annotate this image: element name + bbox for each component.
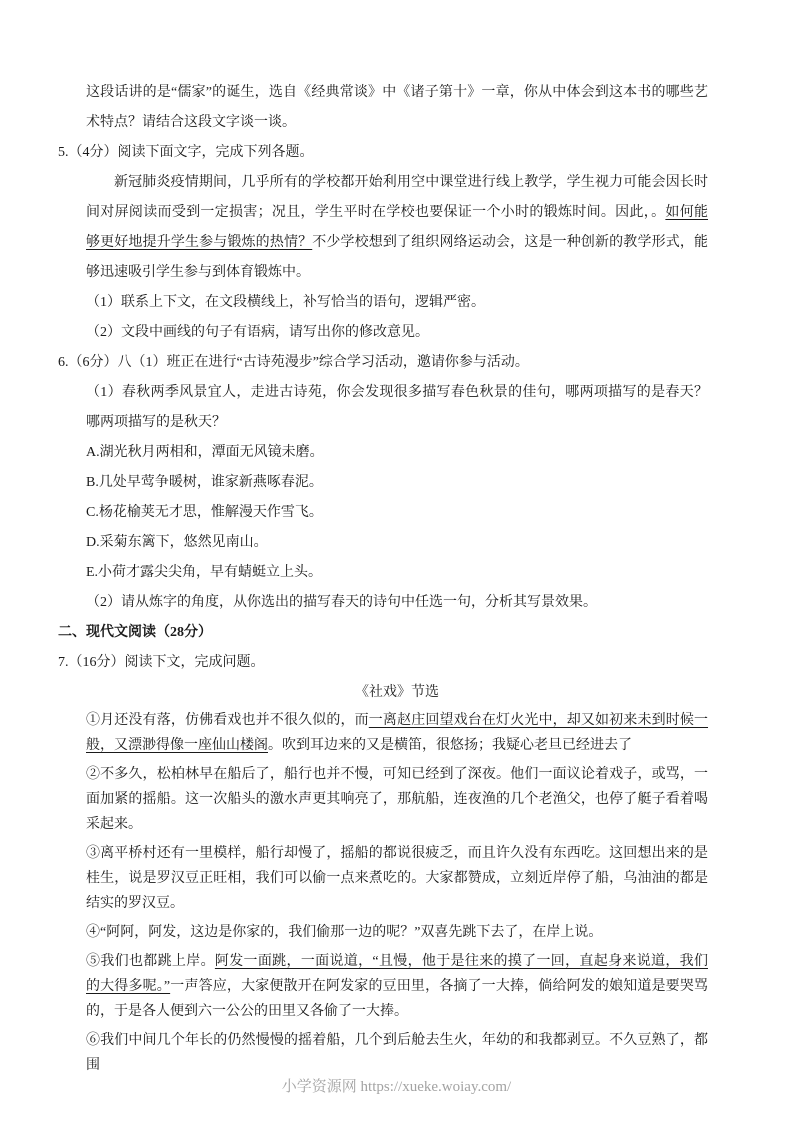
essay-paragraph-1-text-after: 。吹到耳边来的又是横笛，很悠扬；我疑心老旦已经进去了	[268, 738, 632, 753]
question-6-option-b: B.几处早莺争暖树，谁家新燕啄春泥。	[86, 475, 323, 490]
essay-paragraph-4: ④“阿阿，阿发，这边是你家的，我们偷那一边的呢？”双喜先跳下去了，在岸上说。	[86, 925, 603, 940]
section-2-heading: 二、现代文阅读（28分）	[58, 625, 212, 640]
essay-paragraph-2: ②不多久，松柏林早在船后了，船行也并不慢，可知已经到了深夜。他们一面议论着戏子，或骂，一面加紧的摇船。这一次船头的激水声更其响亮了，那航船，连夜渔的几个老渔父，也停了艇子看着喝采起来。	[86, 767, 708, 832]
essay-paragraph-5-text-before: ⑤我们也都跳上岸。	[86, 954, 215, 969]
essay-title: 《社戏》节选	[355, 685, 439, 700]
essay-paragraph-5	[86, 949, 708, 1024]
question-5-passage-text-after: 不少学校想到了组织网络运动会，这是一种创新的教学形式，能够迅速吸引学生参与到体育锻炼中。	[86, 235, 709, 280]
essay-paragraph-1-text-before: ①月还没有落，仿佛看戏也并不很久似的，而	[86, 713, 369, 728]
essay-paragraph-1	[86, 708, 708, 758]
essay-paragraph-6: ⑥我们中间几个年长的仍然慢慢的摇着船，几个到后舱去生火，年幼的和我都剥豆。不久豆熟了，都围	[86, 1033, 708, 1073]
essay-paragraph-1-underlined: 一离赵庄回望戏台在灯火光中，却又如初来未到时候一般，又漂渺得像一座仙山楼阁	[86, 713, 709, 753]
page-footer	[0, 1075, 793, 1096]
question-7-header: 7.（16分）阅读下文，完成问题。	[58, 655, 265, 670]
question-6-part-2: （2）请从炼字的角度，从你选出的描写春天的诗句中任选一句，分析其写景效果。	[86, 595, 597, 610]
essay-paragraph-5-underlined: 阿发一面跳，一面说道，“且慢，他于是往来的摸了一回，直起身来说道，我们的大得多呢。”	[86, 954, 708, 994]
question-5-passage-underlined-sentence: 如何能够更好地提升学生参与锻炼的热情？	[86, 205, 709, 250]
footer-site-name: 小学资源网	[281, 1079, 357, 1095]
question-6-part-1: （1）春秋两季风景宜人，走进古诗苑，你会发现很多描写春色秋景的佳句，哪两项描写的是春天？哪两项描写的是秋天？	[86, 385, 708, 430]
essay-body	[86, 708, 708, 1078]
question-6-option-c: C.杨花榆荚无才思，惟解漫天作雪飞。	[86, 505, 323, 520]
essay-paragraph-5-text-after: 一声答应，大家便散开在阿发家的豆田里，各摘了一大捧，倘给阿发的娘知道是要哭骂的，于是各人便到六一公公的田里又各偷了一大捧。	[86, 979, 708, 1019]
question-6-header: 6.（6分）八（1）班正在进行“古诗苑漫步”综合学习活动，邀请你参与活动。	[58, 355, 529, 370]
question-6-option-d: D.采菊东篱下，悠然见南山。	[86, 535, 268, 550]
question-5-passage	[86, 168, 708, 288]
question-6-option-e: E.小荷才露尖尖角，早有蜻蜓立上头。	[86, 565, 323, 580]
essay-paragraph-3: ③离平桥村还有一里模样，船行却慢了，摇船的都说很疲乏，而且许久没有东西吃。这回想出来的是桂生，说是罗汉豆正旺相，我们可以偷一点来煮吃的。大家都赞成，立刻近岸停了船，乌油油的都是结实的罗汉豆。	[86, 846, 708, 911]
question-5-header: 5.（4分）阅读下面文字，完成下列各题。	[58, 145, 314, 160]
question-6-option-a: A.湖光秋月两相和，潭面无风镜未磨。	[86, 445, 324, 460]
question-5-part-1: （1）联系上下文，在文段横线上，补写恰当的语句，逻辑严密。	[86, 295, 485, 310]
question-5-part-2: （2）文段中画线的句子有语病，请写出你的修改意见。	[86, 325, 429, 340]
question-5-passage-text-before: 新冠肺炎疫情期间，几乎所有的学校都开始利用空中课堂进行线上教学，学生视力可能会因长时间对屏阅读而受到一定损害；况且，学生平时在学校也要保证一个小时的锻炼时间。因此，。	[86, 175, 708, 220]
question-4-continuation: 这段话讲的是“儒家”的诞生，选自《经典常谈》中《诸子第十》一章，你从中体会到这本书的哪些艺术特点？请结合这段文字谈一谈。	[86, 85, 708, 130]
footer-url-link[interactable]: https://xueke.woiay.com/	[360, 1079, 512, 1095]
